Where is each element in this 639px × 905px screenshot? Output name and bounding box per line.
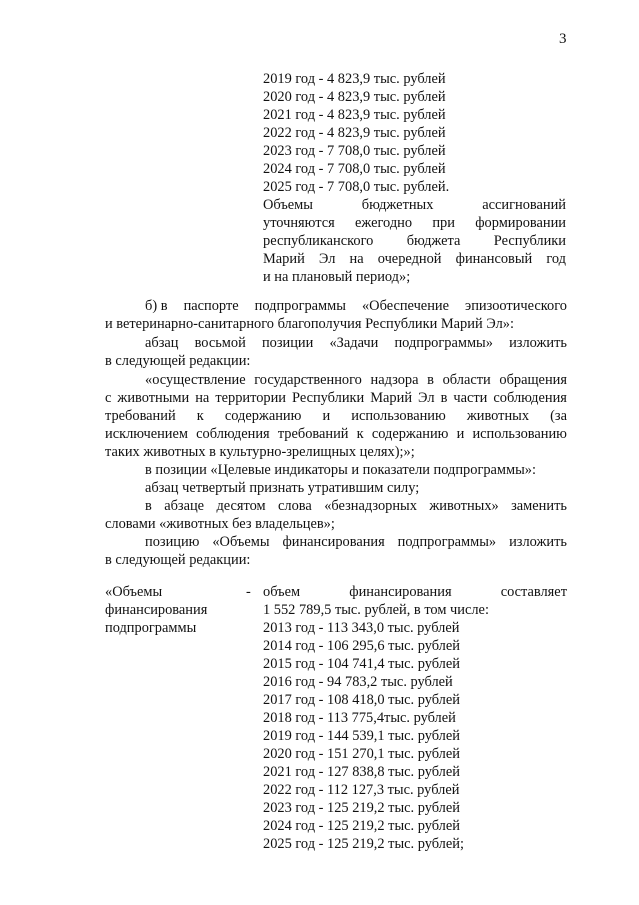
quote-line: «осуществление государственного надзора в области обращения <box>145 372 567 388</box>
paragraph-line: позицию «Объемы финансирования подпрограммы» изложить <box>145 534 567 550</box>
paragraph-line: словами «животных без владельцев»; <box>105 516 335 532</box>
year-line: 2025 год - 125 219,2 тыс. рублей; <box>263 836 464 852</box>
paragraph-line: в абзаце десятом слова «безнадзорных животных» заменить <box>145 498 567 514</box>
quote-line: таких животных в культурно-зрелищных целях);»; <box>105 444 415 460</box>
year-line: 2017 год - 108 418,0 тыс. рублей <box>263 692 460 708</box>
page-number: 3 <box>559 31 567 47</box>
year-line: 2021 год - 127 838,8 тыс. рублей <box>263 764 460 780</box>
table-label: подпрограммы <box>105 620 197 636</box>
year-line: 2025 год - 7 708,0 тыс. рублей. <box>263 179 450 195</box>
table-label: финансирования <box>105 602 208 618</box>
note-line-last: и на плановый период»; <box>263 269 411 285</box>
note-line: уточняются ежегодно при формировании <box>263 215 566 231</box>
quote-line: требований к содержанию и использованию животных (за <box>105 408 567 424</box>
year-line: 2020 год - 4 823,9 тыс. рублей <box>263 89 446 105</box>
paragraph-line: в позиции «Целевые индикаторы и показатели подпрограммы»: <box>145 462 537 478</box>
paragraph-line: и ветеринарно-санитарного благополучия Республики Марий Эл»: <box>105 316 514 332</box>
quote-line: исключением соблюдения требований к содержанию и использованию <box>105 426 567 442</box>
note-line: республиканского бюджета Республики <box>263 233 566 249</box>
year-line: 2023 год - 7 708,0 тыс. рублей <box>263 143 446 159</box>
year-line: 2022 год - 4 823,9 тыс. рублей <box>263 125 446 141</box>
year-line: 2024 год - 125 219,2 тыс. рублей <box>263 818 460 834</box>
year-line: 2018 год - 113 775,4тыс. рублей <box>263 710 456 726</box>
year-line: 2021 год - 4 823,9 тыс. рублей <box>263 107 446 123</box>
table-value-line: объем финансирования составляет <box>263 584 567 600</box>
year-line: 2020 год - 151 270,1 тыс. рублей <box>263 746 460 762</box>
note-line: Марий Эл на очередной финансовый год <box>263 251 566 267</box>
table-label: «Объемы <box>105 584 163 600</box>
paragraph-line: абзац восьмой позиции «Задачи подпрограммы» изложить <box>145 335 567 351</box>
year-line: 2015 год - 104 741,4 тыс. рублей <box>263 656 460 672</box>
paragraph-line: в следующей редакции: <box>105 353 251 369</box>
paragraph-line: абзац четвертый признать утратившим силу; <box>145 480 420 496</box>
table-dash: - <box>246 584 251 600</box>
paragraph-line: б) в паспорте подпрограммы «Обеспечение эпизоотического <box>145 298 567 314</box>
paragraph-line: в следующей редакции: <box>105 552 251 568</box>
year-line: 2019 год - 4 823,9 тыс. рублей <box>263 71 446 87</box>
year-line: 2013 год - 113 343,0 тыс. рублей <box>263 620 460 636</box>
quote-line: с животными на территории Республики Марий Эл в части соблюдения <box>105 390 567 406</box>
table-total: 1 552 789,5 тыс. рублей, в том числе: <box>263 602 489 618</box>
year-line: 2024 год - 7 708,0 тыс. рублей <box>263 161 446 177</box>
year-line: 2022 год - 112 127,3 тыс. рублей <box>263 782 460 798</box>
year-line: 2016 год - 94 783,2 тыс. рублей <box>263 674 453 690</box>
year-line: 2014 год - 106 295,6 тыс. рублей <box>263 638 460 654</box>
year-line: 2023 год - 125 219,2 тыс. рублей <box>263 800 460 816</box>
year-line: 2019 год - 144 539,1 тыс. рублей <box>263 728 460 744</box>
note-line: Объемы бюджетных ассигнований <box>263 197 566 213</box>
